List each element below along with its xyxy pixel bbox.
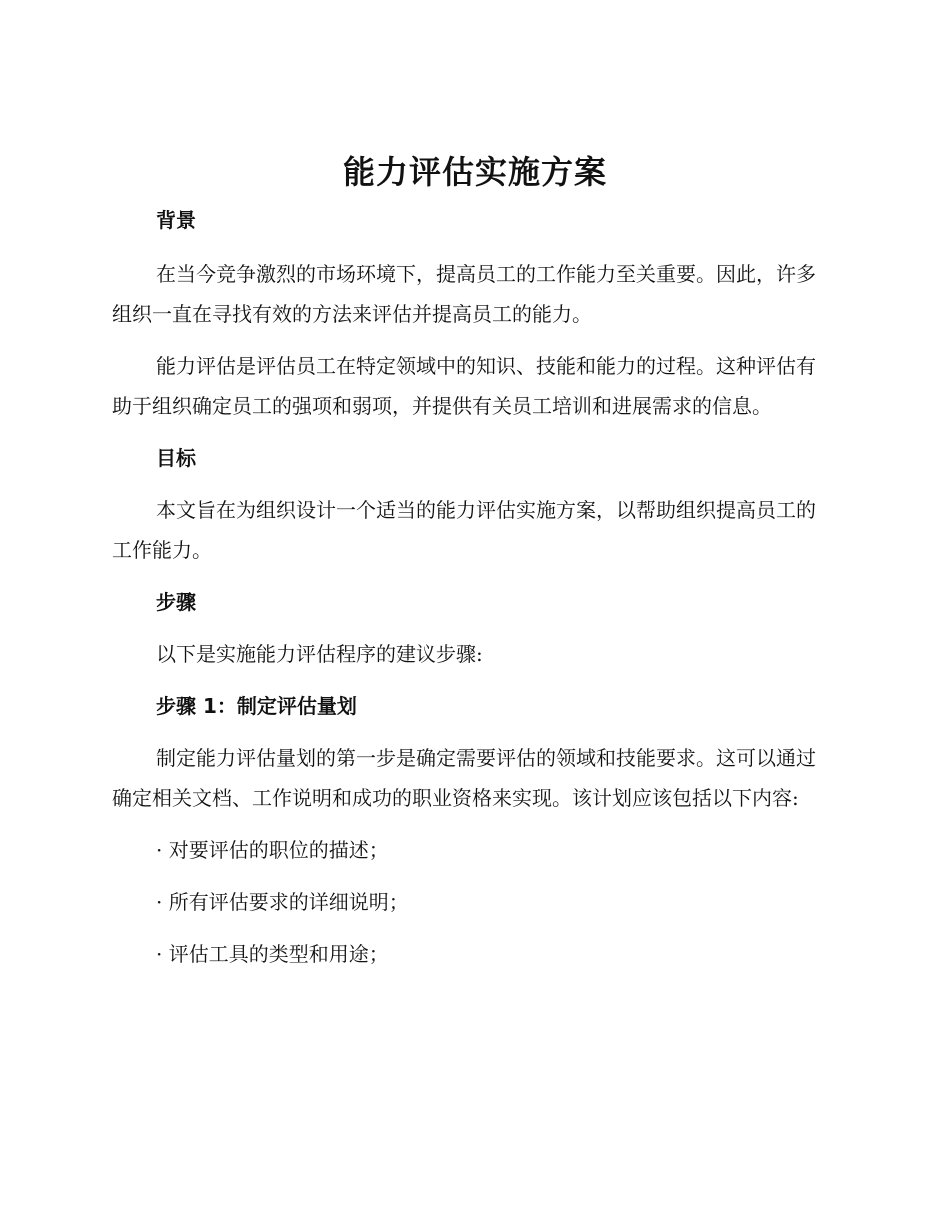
step-1-heading: 步骤 1：制定评估量划: [156, 694, 357, 718]
goal-paragraph-1: 本文旨在为组织设计一个适当的能力评估实施方案，以帮助组织提高员工的工作能力。: [112, 498, 816, 562]
list-item: · 所有评估要求的详细说明；: [156, 890, 409, 914]
list-item: · 评估工具的类型和用途；: [156, 942, 389, 966]
document-body: [112, 200, 832, 974]
document-title: 能力评估实施方案: [342, 153, 607, 191]
steps-intro: 以下是实施能力评估程序的建议步骤:: [156, 642, 483, 666]
section-heading-background: 背景: [156, 208, 196, 232]
section-heading-steps: 步骤: [156, 590, 196, 614]
list-item: · 对要评估的职位的描述；: [156, 838, 389, 862]
step-1-paragraph: 制定能力评估量划的第一步是确定需要评估的领域和技能要求。这可以通过确定相关文档、工作说明和成功的职业资格来实现。该计划应该包括以下内容:: [112, 746, 816, 810]
section-heading-goal: 目标: [156, 446, 196, 470]
background-paragraph-2: 能力评估是评估员工在特定领域中的知识、技能和能力的过程。这种评估有助于组织确定员工的强项和弱项，并提供有关员工培训和进展需求的信息。: [112, 354, 816, 418]
background-paragraph-1: 在当今竞争激烈的市场环境下，提高员工的工作能力至关重要。因此，许多组织一直在寻找有效的方法来评估并提高员工的能力。: [112, 262, 816, 326]
